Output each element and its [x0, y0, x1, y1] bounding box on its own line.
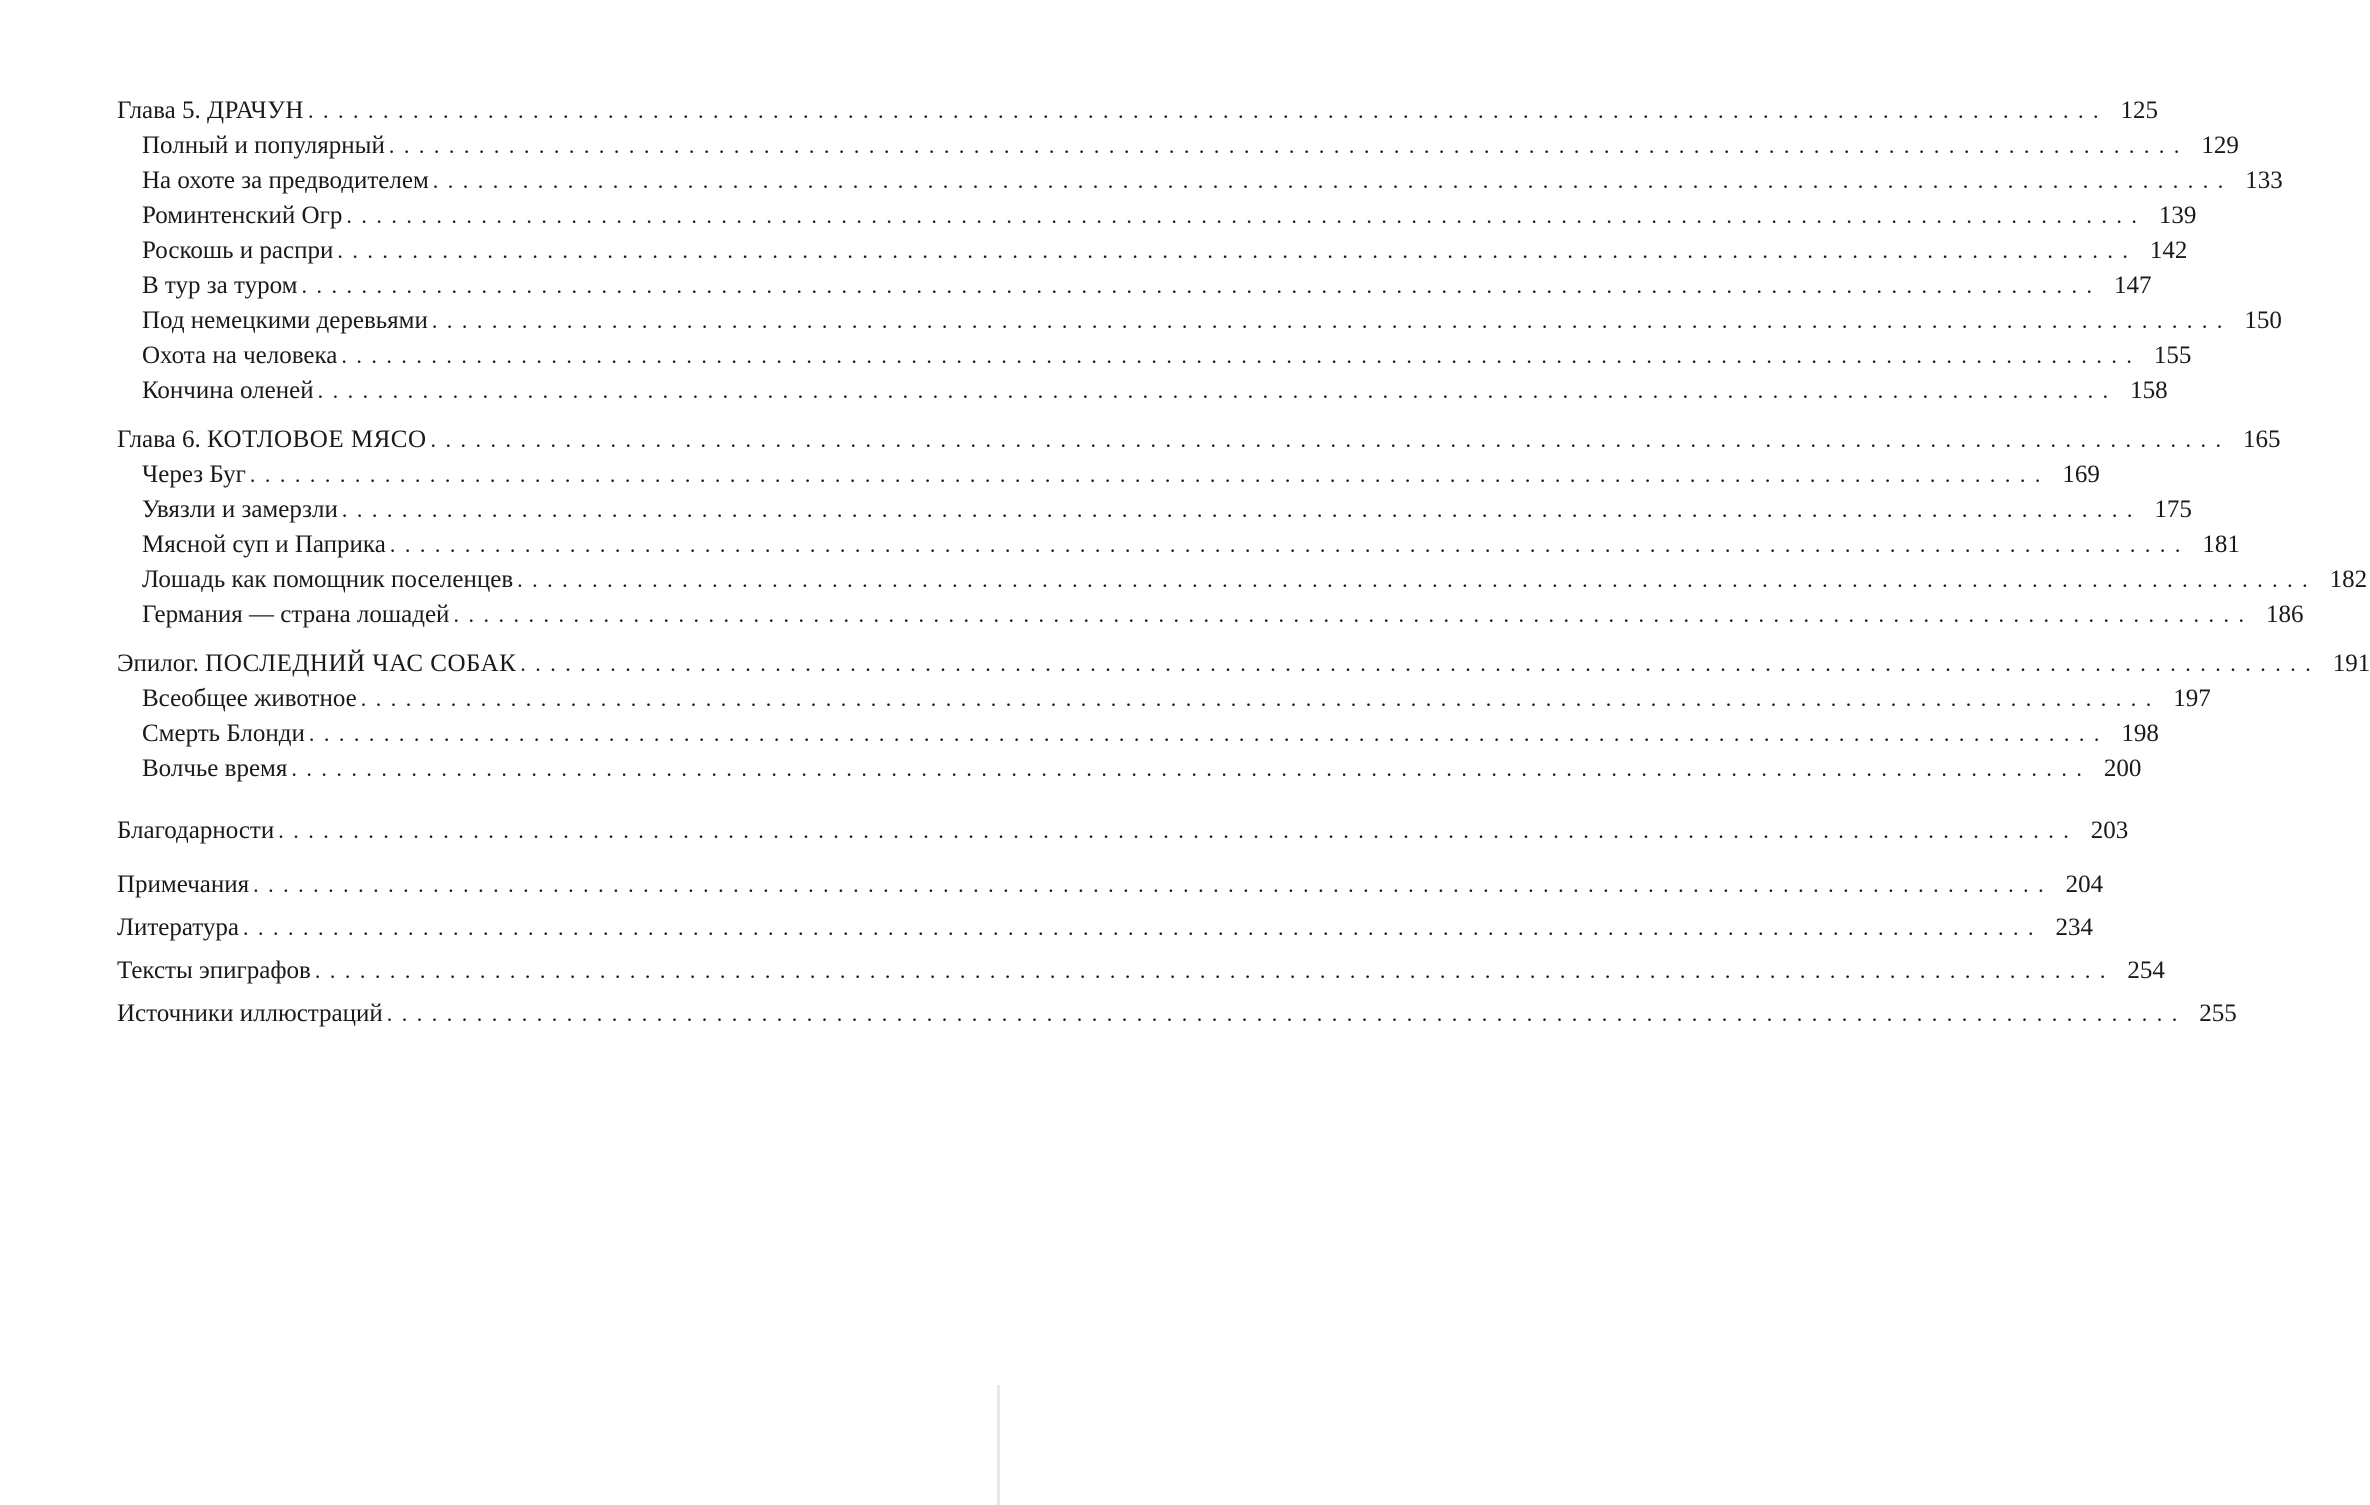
dot-leader: ........................................................................................................................	[341, 497, 2142, 522]
chapter-prefix: Глава 5.	[117, 97, 201, 124]
dot-leader: ........................................................................................................................	[386, 1001, 2187, 1026]
toc-entry[interactable]	[117, 342, 2192, 370]
entry-title: Лошадь как помощник поселенцев	[142, 566, 517, 594]
chapter-prefix: Эпилог.	[117, 650, 199, 677]
entry-title: На охоте за предводителем	[142, 167, 433, 195]
toc-entry[interactable]	[117, 531, 2240, 559]
page-number: 181	[2202, 531, 2240, 558]
dot-leader: ........................................................................................................................	[432, 168, 2233, 193]
page-number: 139	[2158, 202, 2197, 229]
page-number: 255	[2199, 1000, 2237, 1027]
entry-title: В тур за туром	[142, 272, 301, 300]
toc-acknowledgements[interactable]	[117, 817, 2129, 845]
toc-epilogue[interactable]	[117, 650, 2370, 678]
dot-leader: ........................................................................................................................	[278, 818, 2079, 843]
entry-title: Тексты эпиграфов	[117, 957, 315, 985]
dot-leader: ........................................................................................................................	[301, 273, 2102, 298]
page-number: 155	[2153, 342, 2192, 369]
dot-leader: ........................................................................................................................	[243, 915, 2043, 940]
entry-title: Роскошь и распри	[142, 237, 337, 265]
toc-entry[interactable]	[117, 720, 2159, 748]
dot-leader: ........................................................................................................................	[317, 378, 2118, 403]
dot-leader: ........................................................................................................................	[430, 427, 2231, 452]
page-number: 186	[2265, 601, 2304, 628]
page-number: 129	[2201, 132, 2239, 159]
toc-entry[interactable]	[117, 167, 2283, 195]
dot-leader: ........................................................................................................................	[346, 203, 2147, 228]
page-number: 182	[2329, 566, 2368, 593]
toc-entry[interactable]	[117, 272, 2152, 300]
dot-leader: ........................................................................................................................	[341, 343, 2142, 368]
entry-title: Охота на человека	[142, 342, 341, 370]
page-number: 204	[2065, 871, 2104, 898]
table-of-contents	[117, 97, 2370, 1028]
page-number: 147	[2113, 272, 2152, 299]
page-number: 203	[2090, 817, 2129, 844]
toc-entry[interactable]	[117, 685, 2211, 713]
entry-title: Примечания	[117, 871, 253, 899]
dot-leader: ........................................................................................................................	[453, 602, 2254, 627]
toc-entry[interactable]	[117, 202, 2197, 230]
page-number: 200	[2103, 755, 2142, 782]
page-number: 142	[2149, 237, 2188, 264]
page-number: 191	[2332, 650, 2370, 677]
scan-edge-mark	[997, 1385, 1000, 1505]
page-number: 165	[2243, 426, 2281, 453]
page-number: 158	[2130, 377, 2168, 404]
dot-leader: ........................................................................................................................	[517, 567, 2318, 592]
chapter-name: ПОСЛЕДНИЙ ЧАС СОБАК	[205, 650, 517, 677]
chapter-title	[117, 650, 520, 678]
entry-title: Благодарности	[117, 817, 278, 845]
entry-title: Волчье время	[142, 755, 291, 783]
entry-title: Через Буг	[142, 461, 250, 489]
chapter-title	[117, 426, 431, 454]
page-number: 150	[2244, 307, 2282, 334]
page-number: 234	[2055, 914, 2093, 941]
toc-entry[interactable]	[117, 496, 2192, 524]
dot-leader: ........................................................................................................................	[337, 238, 2138, 263]
toc-entry[interactable]	[117, 237, 2188, 265]
toc-entry[interactable]	[117, 377, 2168, 405]
toc-entry[interactable]	[117, 601, 2304, 629]
entry-title: Роминтенский Огр	[142, 202, 346, 230]
dot-leader: ........................................................................................................................	[520, 651, 2321, 676]
toc-entry[interactable]	[117, 307, 2282, 335]
page-number: 197	[2173, 685, 2211, 712]
entry-title: Полный и популярный	[142, 132, 389, 160]
dot-leader: ........................................................................................................................	[388, 133, 2189, 158]
toc-literature[interactable]	[117, 914, 2093, 942]
toc-chapter-6[interactable]	[117, 426, 2281, 454]
dot-leader: ........................................................................................................................	[308, 98, 2108, 123]
entry-title: Источники иллюстраций	[117, 1000, 387, 1028]
page-number: 254	[2127, 957, 2165, 984]
chapter-name: КОТЛОВОЕ МЯСО	[206, 426, 427, 453]
dot-leader: ........................................................................................................................	[431, 308, 2232, 333]
dot-leader: ........................................................................................................................	[249, 462, 2050, 487]
dot-leader: ........................................................................................................................	[314, 958, 2115, 983]
entry-title: Смерть Блонди	[142, 720, 309, 748]
toc-entry[interactable]	[117, 461, 2100, 489]
dot-leader: ........................................................................................................................	[308, 721, 2109, 746]
toc-entry[interactable]	[117, 755, 2142, 783]
dot-leader: ........................................................................................................................	[291, 756, 2092, 781]
page-number: 133	[2245, 167, 2283, 194]
entry-title: Мясной суп и Паприка	[142, 531, 390, 559]
toc-epigraph-texts[interactable]	[117, 957, 2165, 985]
entry-title: Под немецкими деревьями	[142, 307, 432, 335]
toc-chapter-5[interactable]	[117, 97, 2158, 125]
toc-notes[interactable]	[117, 871, 2104, 899]
dot-leader: ........................................................................................................................	[389, 532, 2190, 557]
page-number: 169	[2062, 461, 2100, 488]
toc-entry[interactable]	[117, 132, 2239, 160]
entry-title: Кончина оленей	[142, 377, 318, 405]
entry-title: Литература	[117, 914, 243, 942]
page-number: 125	[2120, 97, 2158, 124]
chapter-name: ДРАЧУН	[206, 97, 304, 124]
toc-illustration-sources[interactable]	[117, 1000, 2237, 1028]
entry-title: Германия — страна лошадей	[142, 601, 453, 629]
dot-leader: ........................................................................................................................	[360, 686, 2161, 711]
chapter-title	[117, 97, 308, 125]
entry-title: Увязли и замерзли	[142, 496, 342, 524]
dot-leader: ........................................................................................................................	[253, 872, 2054, 897]
page-number: 198	[2121, 720, 2159, 747]
chapter-prefix: Глава 6.	[117, 426, 201, 453]
page-number: 175	[2154, 496, 2192, 523]
toc-entry[interactable]	[117, 566, 2368, 594]
entry-title: Всеобщее животное	[142, 685, 361, 713]
